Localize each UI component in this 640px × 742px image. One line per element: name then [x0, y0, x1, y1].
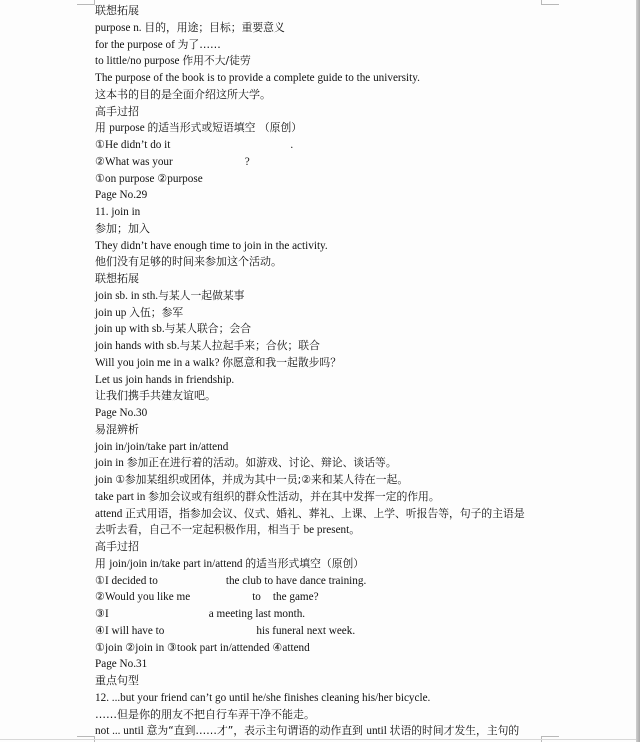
text-line [95, 120, 545, 137]
text-line: Page No.31 [95, 658, 148, 671]
exercise-prompt: ③I [95, 608, 109, 620]
text-line: 参加；加入 [95, 221, 150, 235]
text-english: purpose [109, 122, 148, 135]
exercise-prompt: ②Would you like me [95, 591, 191, 604]
text-chinese: 与某人一起做某事 [158, 288, 245, 302]
text-english: purpose n. [95, 21, 145, 34]
text-line [95, 53, 545, 70]
text-line: Page No.29 [95, 189, 148, 202]
text-english: join up [95, 306, 130, 319]
text-english: take part in [95, 490, 149, 503]
text-english: join/join in/take part in/attend [109, 557, 246, 570]
text-line: 重点句型 [95, 674, 139, 687]
text-chinese: 去听去看，自己不一定起积极作用，相当于 [95, 523, 304, 537]
text-chinese: 参加会议或有组织的群众性活动，并在其中发挥一定的作用。 [148, 489, 440, 503]
exercise-prompt: ②What was your [95, 155, 173, 168]
text-line: They didn’t have enough time to join in the activity. [95, 239, 328, 252]
text-chinese: 入伍；参军 [129, 305, 184, 319]
exercise-line [95, 606, 545, 623]
text-line [95, 556, 545, 573]
text-line [95, 288, 545, 305]
text-chinese: ①参加某组织或团体，并成为其中一员;②来和某人待在一起。 [115, 473, 409, 486]
text-english: not ... until [95, 725, 147, 738]
text-line: The purpose of the book is to provide a complete guide to the university. [95, 72, 420, 84]
text-line: 高手过招 [95, 540, 139, 553]
text-english: join hands with sb. [95, 340, 180, 352]
text-line: 易混辨析 [95, 422, 139, 436]
text-line [95, 20, 545, 37]
text-line: 联想拓展 [95, 272, 139, 285]
text-line [95, 472, 545, 489]
exercise-prompt: the game? [272, 591, 319, 604]
exercise-prompt: a meeting last month. [208, 608, 306, 620]
text-chinese: 的适当形式填空（原创） [245, 556, 365, 570]
text-line [95, 321, 545, 338]
exercise-line [95, 137, 545, 154]
text-line: ①join ②join in ③took part in/attended ④attend [95, 641, 310, 654]
crop-mark-top-left [77, 4, 95, 5]
text-line [95, 37, 545, 54]
exercise-prompt: ①He didn’t do it [95, 139, 171, 151]
text-chinese: 用 [95, 121, 110, 135]
text-line: 12. ...but your friend can’t go until he/she finishes cleaning his/her bicycle. [95, 691, 431, 704]
document-body [95, 3, 545, 740]
exercise-prompt: ? [244, 155, 250, 168]
text-line: join in/join/take part in/attend [95, 440, 229, 453]
exercise-prompt: ①I decided to [95, 574, 158, 587]
text-line: 联想拓展 [95, 4, 139, 17]
text-chinese: 为了…… [177, 37, 221, 51]
text-chinese: 作用不大/徒劳 [182, 54, 251, 68]
text-chinese: 正式用语，指参加会议、仪式、婚礼、葬礼、上课、上学、听报告等，句子的主语是 [125, 506, 525, 520]
text-english: until [366, 725, 390, 738]
text-line: 让我们携手共建友谊吧。 [95, 389, 216, 403]
exercise-prompt: to [252, 591, 261, 604]
text-line: 11. join in [95, 206, 141, 218]
text-line [95, 455, 545, 472]
text-line [95, 723, 545, 740]
text-line: Let us join hands in friendship. [95, 373, 235, 386]
text-chinese: 参加正在进行着的活动。如游戏、讨论、辩论、谈话等。 [126, 456, 397, 470]
text-line: 高手过招 [95, 104, 139, 118]
text-line: 这本书的目的是全面介绍这所大学。 [95, 87, 271, 101]
text-chinese: 与某人拉起手来；合伙；联合 [179, 339, 320, 352]
exercise-line [95, 573, 545, 590]
text-chinese: 状语的时间才发生，主句的 [389, 724, 520, 738]
text-line [95, 338, 545, 355]
exercise-prompt: ④I will have to [95, 624, 165, 637]
text-english: for the purpose of [95, 38, 178, 51]
exercise-line [95, 623, 545, 640]
text-line: ①on purpose ②purpose [95, 172, 203, 185]
text-line [95, 506, 545, 523]
text-english: join sb. in sth. [95, 289, 159, 302]
text-chinese: 的适当形式或短语填空 （原创） [147, 121, 303, 135]
text-line [95, 355, 545, 372]
exercise-prompt: his funeral next week. [256, 624, 356, 637]
text-chinese: 。 [349, 523, 361, 537]
text-english: join up with sb. [95, 323, 165, 336]
exercise-prompt: the club to have dance training. [225, 574, 367, 587]
text-line: Page No.30 [95, 407, 148, 419]
text-english: join [95, 474, 116, 486]
text-chinese: 目的，用途；目标；重要意义 [144, 20, 285, 34]
text-english: Will you join me in a walk? [95, 356, 223, 369]
text-chinese: 与某人联合；会合 [164, 322, 251, 336]
exercise-line [95, 154, 545, 171]
text-chinese: 你愿意和我一起散步吗？ [222, 355, 342, 369]
text-english: to little/no purpose [95, 55, 183, 68]
text-english: be present [303, 524, 350, 537]
text-line [95, 305, 545, 322]
text-chinese: 用 [95, 556, 110, 570]
text-english: join in [95, 457, 127, 470]
text-chinese: 意为“直到……才”，表示主句谓语的动作直到 [146, 724, 367, 738]
text-line: ……但是你的朋友不把自行车弄干净不能走。 [95, 707, 315, 721]
window-right-edge [636, 0, 640, 742]
exercise-line [95, 589, 545, 606]
text-line [95, 522, 545, 539]
text-line: 他们没有足够的时间来参加这个活动。 [95, 255, 282, 269]
crop-mark-bottom-left [77, 736, 95, 737]
exercise-prompt: . [290, 139, 294, 151]
text-english: attend [95, 507, 126, 520]
text-line [95, 489, 545, 506]
